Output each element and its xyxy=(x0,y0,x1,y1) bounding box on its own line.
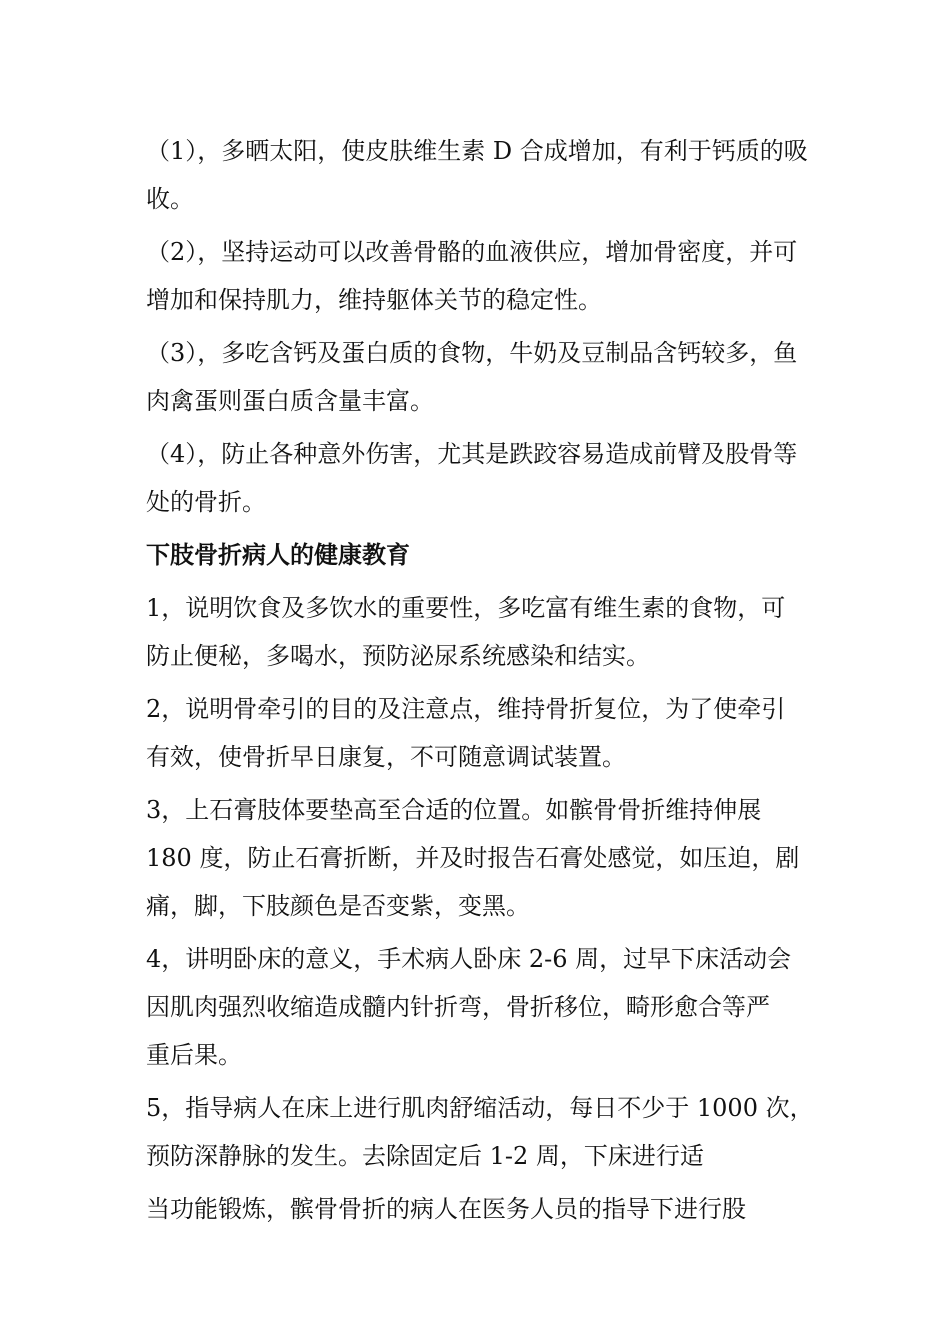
text-line: 痛，脚，下肢颜色是否变紫，变黑。 xyxy=(146,892,530,920)
text-line: 1，说明饮食及多饮水的重要性，多吃富有维生素的食物，可 xyxy=(146,594,786,622)
text-line: 处的骨折。 xyxy=(146,488,266,516)
text-line: 2，说明骨牵引的目的及注意点，维持骨折复位，为了使牵引 xyxy=(146,695,786,723)
paragraph-item-3 xyxy=(146,329,810,425)
paragraph-point-1 xyxy=(146,584,810,680)
text-line: （2），坚持运动可以改善骨骼的血液供应，增加骨密度，并可 xyxy=(146,238,798,266)
text-line: 4，讲明卧床的意义，手术病人卧床 2-6 周，过早下床活动会 xyxy=(146,945,792,973)
document-body xyxy=(146,127,814,1238)
text-line: 防止便秘，多喝水，预防泌尿系统感染和结实。 xyxy=(146,642,650,670)
text-line: 预防深静脉的发生。去除固定后 1-2 周，下床进行适 xyxy=(146,1142,704,1170)
text-line: （1），多晒太阳，使皮肤维生素 D 合成增加，有利于钙质的吸 xyxy=(146,137,808,165)
text-line: 5，指导病人在床上进行肌肉舒缩活动，每日不少于 1000 次， xyxy=(146,1094,814,1122)
text-line: 收。 xyxy=(146,185,194,213)
text-line: 当功能锻炼，髌骨骨折的病人在医务人员的指导下进行股 xyxy=(146,1195,746,1223)
paragraph-point-5-continued xyxy=(146,1185,810,1233)
section-heading: 下肢骨折病人的健康教育 xyxy=(146,540,410,569)
text-line: 3，上石膏肢体要垫高至合适的位置。如髌骨骨折维持伸展 xyxy=(146,796,762,824)
paragraph-point-4 xyxy=(146,935,810,1079)
text-line: 重后果。 xyxy=(146,1041,242,1069)
paragraph-item-4 xyxy=(146,430,810,526)
paragraph-item-1 xyxy=(146,127,810,223)
text-line: 肉禽蛋则蛋白质含量丰富。 xyxy=(146,387,434,415)
paragraph-point-3 xyxy=(146,786,810,930)
text-line: 因肌肉强烈收缩造成髓内针折弯，骨折移位，畸形愈合等严 xyxy=(146,993,770,1021)
text-line: 增加和保持肌力，维持躯体关节的稳定性。 xyxy=(146,286,602,314)
text-line: （4），防止各种意外伤害，尤其是跌跤容易造成前臂及股骨等 xyxy=(146,440,798,468)
text-line: 180 度，防止石膏折断，并及时报告石膏处感觉，如压迫，剧 xyxy=(146,844,800,872)
text-line: 有效，使骨折早日康复，不可随意调试装置。 xyxy=(146,743,626,771)
paragraph-item-2 xyxy=(146,228,810,324)
paragraph-point-5 xyxy=(146,1084,814,1180)
paragraph-point-2 xyxy=(146,685,810,781)
text-line: （3），多吃含钙及蛋白质的食物，牛奶及豆制品含钙较多，鱼 xyxy=(146,339,798,367)
